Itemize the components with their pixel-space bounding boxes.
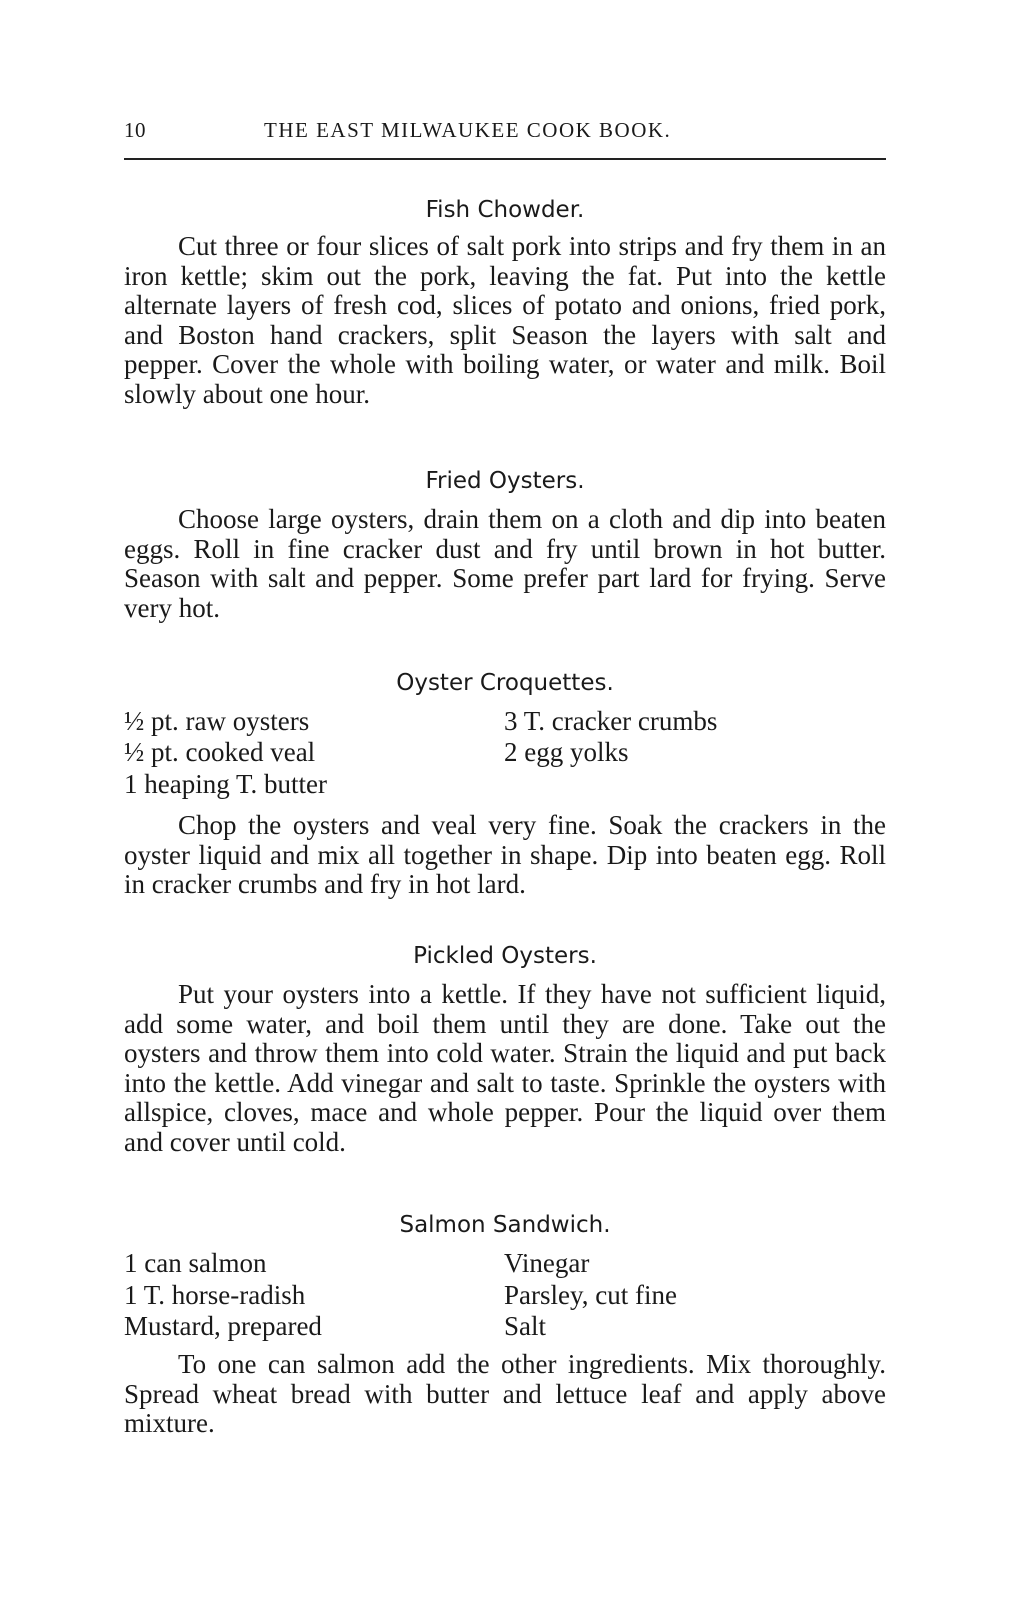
recipe-title-fried-oysters: Fried Oysters. [425, 468, 585, 494]
ingredient-item: 2 egg yolks [504, 737, 629, 767]
ingredient-item: Parsley, cut fine [504, 1280, 677, 1310]
ingredient-item: 3 T. cracker crumbs [504, 706, 718, 736]
recipe-title-salmon-sandwich: Salmon Sandwich. [399, 1212, 611, 1238]
ingredient-item: 1 heaping T. butter [124, 769, 327, 799]
ingredient-item: Mustard, prepared [124, 1311, 322, 1341]
recipe-text-fried-oysters: Choose large oysters, drain them on a cloth and dip into beaten eggs. Roll in fine cracker dust and fry until brown in hot butter. Season with salt and pepper. Some prefer part lard for frying. Serve very hot. [124, 504, 886, 623]
book-title: THE EAST MILWAUKEE COOK BOOK. [264, 118, 672, 142]
recipe-text-oyster-croquettes: Chop the oysters and veal very fine. Soak the crackers in the oyster liquid and mix all together in shape. Dip into beaten egg. Roll in cracker crumbs and fry in hot lard. [124, 810, 886, 899]
recipe-text-salmon-sandwich: To one can salmon add the other ingredients. Mix thoroughly. Spread wheat bread with butter and lettuce leaf and apply above mixture. [124, 1349, 886, 1438]
recipe-text-fish-chowder: Cut three or four slices of salt pork into strips and fry them in an iron kettle; skim out the pork, leaving the fat. Put into the kettle alternate layers of fresh cod, slices of potato and onions, fried pork, and Boston hand crackers, split Season the layers with salt and pepper. Cover the whole with boiling water, or water and milk. Boil slowly about one hour. [124, 231, 886, 409]
recipe-title-oyster-croquettes: Oyster Croquettes. [396, 670, 614, 696]
ingredient-item: Vinegar [504, 1248, 590, 1278]
recipe-title-pickled-oysters: Pickled Oysters. [413, 943, 597, 969]
running-head [124, 118, 886, 148]
ingredient-item: ½ pt. cooked veal [124, 737, 316, 767]
ingredient-item: Salt [504, 1311, 547, 1341]
page-number: 10 [124, 118, 146, 142]
ingredient-item: 1 can salmon [124, 1248, 267, 1278]
recipe-title-fish-chowder: Fish Chowder. [425, 197, 585, 223]
ingredient-item: 1 T. horse-radish [124, 1280, 306, 1310]
header-rule [124, 158, 886, 160]
ingredient-item: ½ pt. raw oysters [124, 706, 310, 736]
recipe-text-pickled-oysters: Put your oysters into a kettle. If they have not sufficient liquid, add some water, and boil them until they are done. Take out the oysters and throw them into cold water. Strain the liquid and put back into the kettle. Add vinegar and salt to taste. Sprinkle the oysters with allspice, cloves, mace and whole pepper. Pour the liquid over them and cover until cold. [124, 979, 886, 1157]
